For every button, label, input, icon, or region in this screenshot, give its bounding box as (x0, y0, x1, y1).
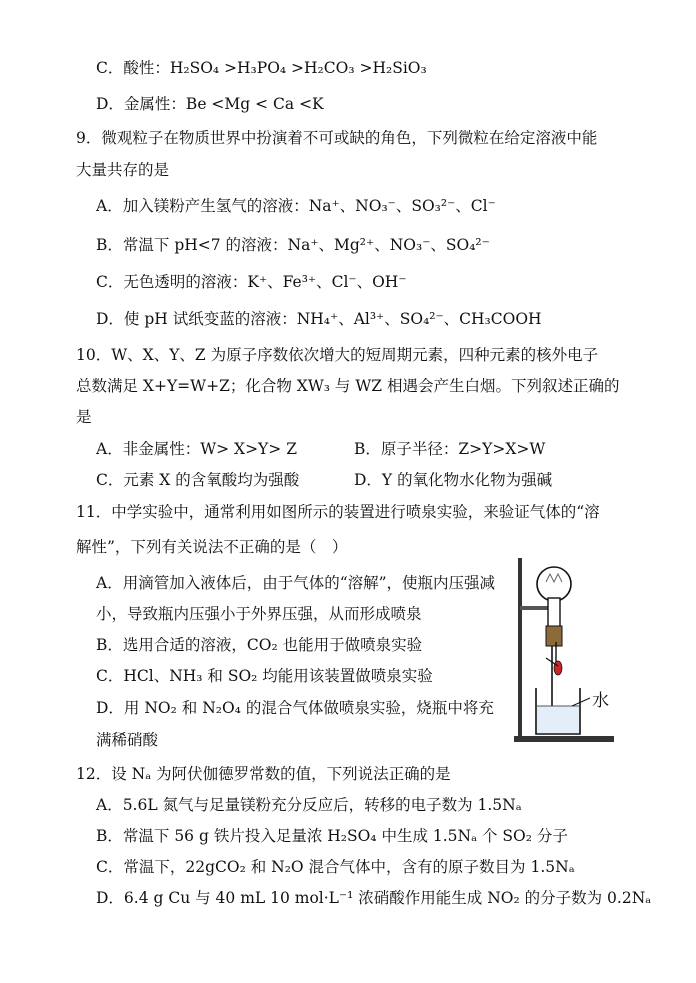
q10-option-c: C．元素 X 的含氧酸均为强酸 (96, 471, 300, 489)
q12-option-b: B．常温下 56 g 铁片投入足量浓 H₂SO₄ 中生成 1.5Nₐ 个 SO₂ 分子 (96, 827, 568, 845)
q11-option-d-line1: D．用 NO₂ 和 N₂O₄ 的混合气体做喷泉实验，烧瓶中将充 (96, 699, 494, 717)
dropper-bulb (554, 661, 562, 675)
q9-option-b: B．常温下 pH<7 的溶液：Na⁺、Mg²⁺、NO₃⁻、SO₄²⁻ (96, 236, 490, 254)
water-label: 水 (592, 691, 609, 711)
rubber-stopper (546, 626, 562, 646)
q12-stem: 12．设 Nₐ 为阿伏伽德罗常数的值，下列说法正确的是 (76, 765, 451, 783)
q11-stem-line2: 解性”，下列有关说法不正确的是（ ） (76, 538, 348, 556)
q12-option-d: D．6.4 g Cu 与 40 mL 10 mol·L⁻¹ 浓硝酸作用能生成 NO₂ 的分子数为 0.2Nₐ (96, 889, 652, 907)
q9-option-a: A．加入镁粉产生氢气的溶液：Na⁺、NO₃⁻、SO₃²⁻、Cl⁻ (96, 197, 496, 215)
q9-option-c: C．无色透明的溶液：K⁺、Fe³⁺、Cl⁻、OH⁻ (96, 273, 407, 291)
q8-option-d: D．金属性：Be <Mg < Ca <K (96, 95, 324, 113)
q8-option-c: C．酸性：H₂SO₄ >H₃PO₄ >H₂CO₃ >H₂SiO₃ (96, 59, 427, 77)
q9-stem-line2: 大量共存的是 (76, 161, 170, 179)
q10-stem-line2: 总数满足 X+Y=W+Z；化合物 XW₃ 与 WZ 相遇会产生白烟。下列叙述正确的 (76, 377, 620, 395)
q9-stem-line1: 9．微观粒子在物质世界中扮演着不可或缺的角色，下列微粒在给定溶液中能 (76, 129, 598, 147)
q12-option-c: C．常温下，22gCO₂ 和 N₂O 混合气体中，含有的原子数目为 1.5Nₐ (96, 858, 575, 876)
stand-base (514, 736, 614, 742)
q11-option-b: B．选用合适的溶液，CO₂ 也能用于做喷泉实验 (96, 636, 423, 654)
stand-rod (518, 558, 522, 738)
q11-option-d-line2: 满稀硝酸 (96, 731, 159, 749)
q10-stem-line1: 10．W、X、Y、Z 为原子序数依次增大的短周期元素，四种元素的核外电子 (76, 346, 599, 364)
fountain-apparatus-figure (506, 538, 618, 744)
q11-option-a-line1: A．用滴管加入液体后，由于气体的“溶解”，使瓶内压强减 (96, 574, 496, 592)
q11-option-c: C．HCl、NH₃ 和 SO₂ 均能用该装置做喷泉实验 (96, 667, 433, 685)
q10-option-a: A．非金属性：W> X>Y> Z (96, 440, 297, 458)
q11-option-a-line2: 小，导致瓶内压强小于外界压强，从而形成喷泉 (96, 605, 422, 623)
q10-stem-line3: 是 (76, 408, 92, 426)
beaker-water (537, 706, 579, 733)
q10-option-d: D．Y 的氧化物水化物为强碱 (354, 471, 553, 489)
round-flask (537, 567, 571, 601)
q9-option-d: D．使 pH 试纸变蓝的溶液：NH₄⁺、Al³⁺、SO₄²⁻、CH₃COOH (96, 310, 542, 328)
q11-stem-line1: 11．中学实验中，通常利用如图所示的装置进行喷泉实验，来验证气体的“溶 (76, 503, 600, 521)
q10-option-b: B．原子半径：Z>Y>X>W (354, 440, 546, 458)
q12-option-a: A．5.6L 氮气与足量镁粉充分反应后，转移的电子数为 1.5Nₐ (96, 796, 522, 814)
label-leader-line (572, 698, 590, 706)
